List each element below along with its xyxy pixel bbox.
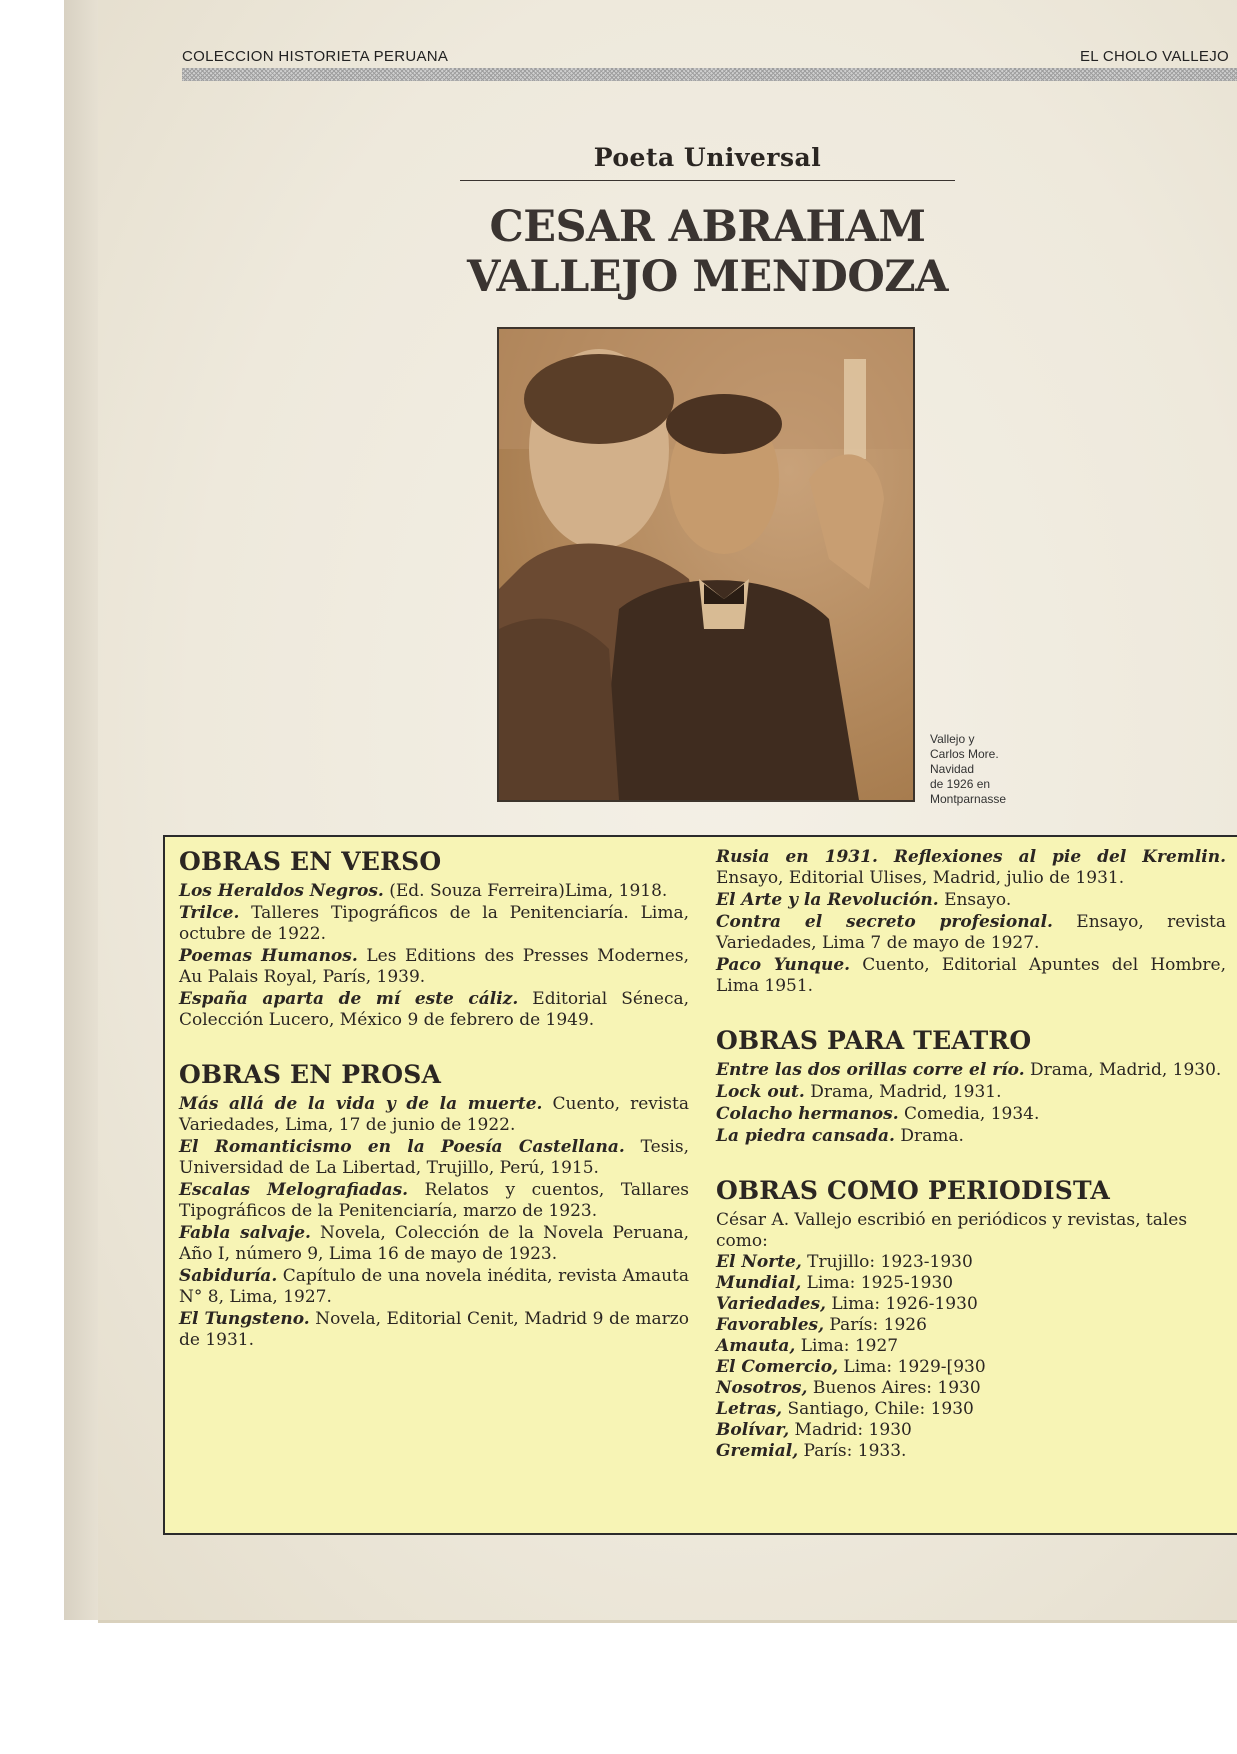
section-heading-teatro: OBRAS PARA TEATRO	[716, 1026, 1032, 1055]
work-title: El Tungsteno.	[179, 1309, 310, 1329]
section-gap	[179, 1032, 689, 1060]
press-entry	[716, 1399, 1226, 1420]
work-entry	[179, 903, 689, 945]
publication-details: Madrid: 1930	[789, 1420, 912, 1440]
publication-name: Favorables,	[716, 1315, 824, 1335]
work-title: El Romanticismo en la Poesía Castellana.	[179, 1137, 625, 1157]
running-header-right: EL CHOLO VALLEJO	[1079, 48, 1229, 65]
portrait-photo	[497, 327, 915, 802]
publication-details: Lima: 1929-[930	[838, 1357, 986, 1377]
press-entry	[716, 1315, 1226, 1336]
press-entry	[716, 1357, 1226, 1378]
work-details: Les Editions des Presses Modernes, Au Palais Royal, París, 1939.	[179, 946, 689, 987]
work-entry	[179, 1137, 689, 1179]
publication-name: Gremial,	[716, 1441, 799, 1461]
work-title: Poemas Humanos.	[179, 946, 358, 966]
press-entry	[716, 1294, 1226, 1315]
work-details: Novela, Editorial Cenit, Madrid 9 de marzo de 1931.	[179, 1309, 689, 1350]
work-entry	[179, 946, 689, 988]
publication-details: París: 1926	[824, 1315, 927, 1335]
publication-details: París: 1933.	[798, 1441, 907, 1461]
press-entry	[716, 1336, 1226, 1357]
publication-details: Lima: 1926-1930	[825, 1294, 978, 1314]
work-details: Drama, Madrid, 1931.	[804, 1082, 1002, 1102]
publication-name: Bolívar,	[716, 1420, 790, 1440]
publication-name: El Norte,	[716, 1252, 802, 1272]
press-entry	[716, 1273, 1226, 1294]
work-details: Cuento, revista Variedades, Lima, 17 de junio de 1922.	[179, 1094, 689, 1135]
section-heading-periodista: OBRAS COMO PERIODISTA	[716, 1176, 1111, 1205]
work-entry	[716, 1082, 1226, 1103]
work-title: El Arte y la Revolución.	[716, 890, 939, 910]
work-entry	[716, 890, 1226, 911]
work-details: Comedia, 1934.	[898, 1104, 1040, 1124]
section-heading-prosa: OBRAS EN PROSA	[179, 1060, 442, 1089]
work-details: Cuento, Editorial Apuntes del Hombre, Lima 1951.	[716, 955, 1226, 996]
work-details: Relatos y cuentos, Tallares Tipográficos de la Penitenciaría, marzo de 1923.	[179, 1180, 689, 1221]
work-details: Drama.	[894, 1126, 964, 1146]
works-box	[163, 835, 1237, 1535]
publication-name: Amauta,	[716, 1336, 796, 1356]
press-entry	[716, 1441, 1226, 1462]
publication-name: Letras,	[716, 1399, 783, 1419]
press-entry	[716, 1252, 1226, 1273]
publication-details: Buenos Aires: 1930	[807, 1378, 981, 1398]
publication-details: Santiago, Chile: 1930	[782, 1399, 974, 1419]
work-title: Contra el secreto profesional.	[716, 912, 1053, 932]
photo-caption	[930, 732, 1006, 807]
work-entry	[716, 955, 1226, 997]
periodista-intro: César A. Vallejo escribió en periódicos y revistas, tales como:	[716, 1210, 1188, 1251]
work-entry	[179, 1094, 689, 1136]
work-title: Rusia en 1931. Reflexiones al pie del Kremlin.	[716, 847, 1226, 867]
work-entry	[716, 847, 1226, 889]
work-details: Talleres Tipográficos de la Penitenciaría. Lima, octubre de 1922.	[179, 903, 689, 944]
work-title: España aparta de mí este cáliz.	[179, 989, 519, 1009]
work-title: La piedra cansada.	[716, 1126, 895, 1146]
caption-line: Carlos More.	[930, 747, 999, 761]
work-title: Paco Yunque.	[716, 955, 851, 975]
work-title: Entre las dos orillas corre el río.	[716, 1060, 1025, 1080]
work-title: Sabiduría.	[179, 1266, 278, 1286]
work-details: Editorial Séneca, Colección Lucero, México 9 de febrero de 1949.	[179, 989, 690, 1030]
work-entry	[179, 1223, 689, 1265]
work-title: Colacho hermanos.	[716, 1104, 899, 1124]
work-details: Ensayo, revista Variedades, Lima 7 de mayo de 1927.	[716, 912, 1227, 953]
section-gap	[716, 1148, 1226, 1176]
caption-line: Navidad	[930, 762, 975, 776]
publication-name: El Comercio,	[716, 1357, 839, 1377]
work-title: Trilce.	[179, 903, 240, 923]
publication-details: Lima: 1927	[795, 1336, 899, 1356]
running-header-left: COLECCION HISTORIETA PERUANA	[182, 48, 449, 65]
kicker-divider	[460, 180, 955, 181]
work-entry	[179, 1266, 689, 1308]
work-title: Fabla salvaje.	[179, 1223, 311, 1243]
publication-name: Nosotros,	[716, 1378, 808, 1398]
caption-line: de 1926 en	[930, 777, 991, 791]
work-details: Tesis, Universidad de La Libertad, Trujillo, Perú, 1915.	[179, 1137, 689, 1178]
work-details: Novela, Colección de la Novela Peruana, Año I, número 9, Lima 16 de mayo de 1923.	[179, 1223, 689, 1264]
press-entry	[716, 1420, 1226, 1441]
publication-name: Variedades,	[716, 1294, 826, 1314]
work-entry	[716, 1060, 1226, 1081]
page-title	[420, 202, 995, 302]
header-hatched-rule	[182, 68, 1237, 81]
works-column-left	[179, 847, 689, 1352]
page-title-line-2: VALLEJO MENDOZA	[466, 252, 949, 302]
work-title: Más allá de la vida y de la muerte.	[179, 1094, 543, 1114]
work-details: Ensayo, Editorial Ulises, Madrid, julio de 1931.	[716, 868, 1125, 888]
publication-name: Mundial,	[716, 1273, 802, 1293]
work-entry	[179, 881, 689, 902]
work-details: Capítulo de una novela inédita, revista Amauta N° 8, Lima, 1927.	[179, 1266, 689, 1307]
section-gap	[716, 998, 1226, 1026]
work-entry	[179, 989, 689, 1031]
publication-details: Trujillo: 1923-1930	[801, 1252, 973, 1272]
work-entry	[716, 1104, 1226, 1125]
press-entry	[716, 1378, 1226, 1399]
kicker: Poeta Universal	[593, 143, 822, 172]
caption-line: Montparnasse	[930, 792, 1007, 806]
work-details: (Ed. Souza Ferreira)Lima, 1918.	[383, 881, 668, 901]
work-entry	[716, 912, 1226, 954]
publication-details: Lima: 1925-1930	[801, 1273, 954, 1293]
work-title: Escalas Melografiadas.	[179, 1180, 409, 1200]
page-title-line-1: CESAR ABRAHAM	[489, 202, 926, 252]
caption-line: Vallejo y	[930, 732, 975, 746]
work-details: Drama, Madrid, 1930.	[1024, 1060, 1222, 1080]
work-title: Lock out.	[716, 1082, 805, 1102]
works-column-right	[716, 847, 1226, 1462]
work-entry	[179, 1180, 689, 1222]
work-entry	[716, 1126, 1226, 1147]
work-entry	[179, 1309, 689, 1351]
section-heading-verso: OBRAS EN VERSO	[179, 847, 442, 876]
work-title: Los Heraldos Negros.	[179, 881, 384, 901]
work-details: Ensayo.	[938, 890, 1012, 910]
portrait-photo-illustration	[499, 329, 913, 800]
